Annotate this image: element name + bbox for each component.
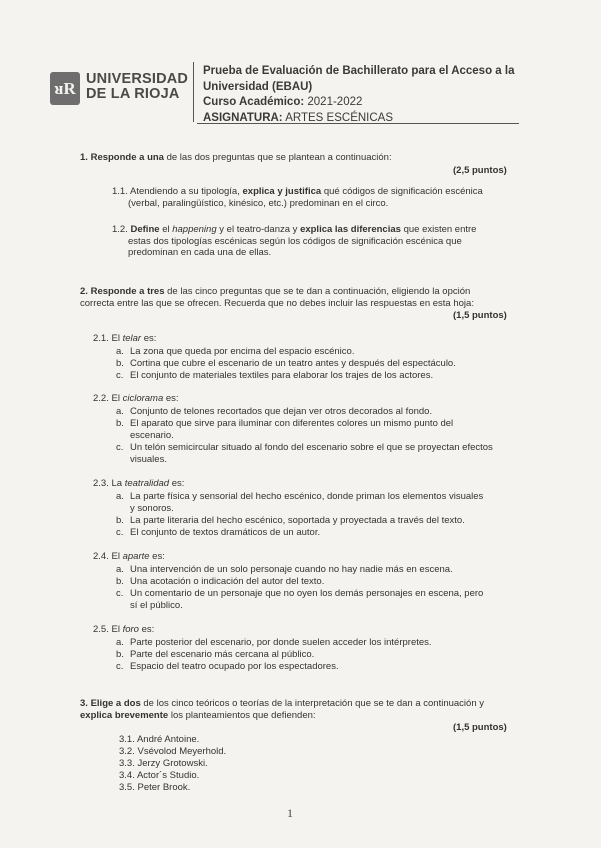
option-2-3-c: c. El conjunto de textos dramáticos de un autor.	[116, 527, 321, 538]
option-2-5-a: a. Parte posterior del escenario, por donde suelen acceder los intérpretes.	[116, 637, 432, 648]
question-2-2: 2.2. El ciclorama es:	[93, 393, 179, 404]
theorist-3-4: 3.4. Actor´s Studio.	[119, 770, 200, 781]
theorist-3-5: 3.5. Peter Brook.	[119, 782, 191, 793]
university-emblem-icon: ᴚR	[50, 72, 80, 105]
question-2-prompt: 2. Responde a tres de las cinco preguntas que se te dan a continuación, eligiendo la opción correcta entre las que se ofrecen. Recuerda que no debes incluir las respuestas en esta hoja:	[80, 286, 474, 309]
theorist-3-2: 3.2. Vsévolod Meyerhold.	[119, 746, 227, 757]
question-2-1: 2.1. El telar es:	[93, 333, 157, 344]
exam-title-line2: Universidad (EBAU)	[203, 80, 313, 93]
subject: ASIGNATURA: ARTES ESCÉNICAS	[203, 111, 394, 124]
question-2-points: (1,5 puntos)	[453, 310, 507, 321]
option-2-3-b: b. La parte literaria del hecho escénico, soportada y proyectada a través del texto.	[116, 515, 465, 526]
exam-header	[45, 60, 515, 124]
course-year: Curso Académico: 2021-2022	[203, 96, 363, 108]
option-2-4-b: b. Una acotación o indicación del autor del texto.	[116, 576, 325, 587]
question-2-5: 2.5. El foro es:	[93, 624, 155, 635]
question-3-prompt: 3. Elige a dos de los cinco teóricos o teorías de la interpretación que se te dan a continuación y explica brevemente los planteamientos que defienden:	[80, 698, 485, 721]
university-name-line1: UNIVERSIDAD	[86, 71, 189, 87]
question-1-points: (2,5 puntos)	[453, 165, 507, 176]
page-number: 1	[287, 806, 293, 820]
question-1-2: 1.2. Define el happening y el teatro-danza y explica las diferencias que existen entre estas dos tipologías escénicas según los códigos de significación escénica que predominan en cada una de ellas.	[112, 224, 477, 258]
option-2-1-c: c. El conjunto de materiales textiles para elaborar los trajes de los actores.	[116, 370, 434, 381]
header-divider	[197, 123, 519, 124]
option-2-1-a: a. La zona que queda por encima del espacio escénico.	[116, 346, 355, 357]
option-2-4-a: a. Una intervención de un solo personaje cuando no hay nadie más en escena.	[116, 564, 453, 575]
question-3-points: (1,5 puntos)	[453, 722, 507, 733]
option-2-2-b: b. El aparato que sirve para iluminar con diferentes colores un mismo punto del escenario.	[116, 418, 454, 441]
option-2-4-c: c. Un comentario de un personaje que no oyen los demás personajes en escena, pero sí el público.	[116, 588, 484, 611]
university-logo	[45, 62, 194, 122]
question-1-1: 1.1. Atendiendo a su tipología, explica y justifica qué códigos de significación escénica (verbal, paralingüístico, kinésico, etc.) predominan en el circo.	[112, 186, 483, 209]
option-2-3-a: a. La parte física y sensorial del hecho escénico, donde priman los elementos visuales y sonoros.	[116, 491, 484, 514]
question-1-prompt: 1. Responde a una de las dos preguntas que se plantean a continuación:	[80, 152, 392, 163]
question-2-4: 2.4. El aparte es:	[93, 551, 165, 562]
option-2-5-c: c. Espacio del teatro ocupado por los espectadores.	[116, 661, 339, 672]
university-name-line2: DE LA RIOJA	[86, 86, 180, 102]
option-2-1-b: b. Cortina que cubre el escenario de un teatro antes y después del espectáculo.	[116, 358, 456, 369]
question-2-3: 2.3. La teatralidad es:	[93, 478, 185, 489]
option-2-5-b: b. Parte del escenario más cercana al público.	[116, 649, 315, 660]
theorist-3-3: 3.3. Jerzy Grotowski.	[119, 758, 208, 769]
theorist-3-1: 3.1. André Antoine.	[119, 734, 200, 745]
university-name	[86, 72, 188, 102]
option-2-2-c: c. Un telón semicircular situado al fondo del escenario sobre el que se proyectan efectos visuales.	[116, 442, 493, 465]
exam-info	[203, 64, 514, 126]
exam-title-line1: Prueba de Evaluación de Bachillerato para el Acceso a la	[203, 65, 515, 77]
option-2-2-a: a. Conjunto de telones recortados que dejan ver otros decorados al fondo.	[116, 406, 433, 417]
